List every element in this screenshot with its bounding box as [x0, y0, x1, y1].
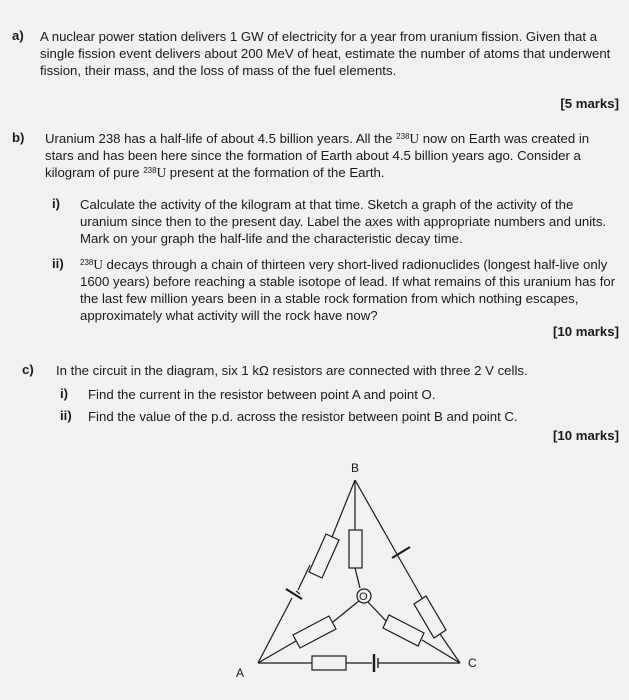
- resistor-ab: [309, 534, 339, 578]
- part-c-text: In the circuit in the diagram, six 1 kΩ resistors are connected with three 2 V cells.: [56, 363, 528, 378]
- part-b-q2-label: ii): [52, 256, 64, 271]
- isotope-number-3: 238: [80, 258, 94, 267]
- resistor-ac: [312, 656, 346, 670]
- part-a-label: a): [12, 28, 24, 43]
- cell-bc-long-plate: [392, 547, 410, 558]
- wire-co-1: [422, 640, 460, 663]
- element-symbol-2: U: [156, 165, 167, 180]
- part-b-marks: [10 marks]: [553, 324, 619, 339]
- cell-ab-short-plate: [296, 591, 300, 594]
- part-a-text: A nuclear power station delivers 1 GW of electricity for a year from uranium fission. Given that a single fission event delivers about 200 MeV of heat, estimate the number of atoms that underwent fission, their mass, and the loss of mass of the fuel elements.: [40, 29, 611, 78]
- resistor-co: [383, 615, 424, 646]
- isotope-number-2: 238: [143, 166, 157, 175]
- label-b: B: [351, 461, 360, 475]
- label-c: C: [468, 656, 477, 670]
- part-a-marks: [5 marks]: [560, 96, 619, 111]
- part-b-intro-1: Uranium 238 has a half-life of about 4.5 billion years. All the: [45, 131, 393, 146]
- wire-bc-2: [398, 556, 422, 598]
- resistor-bo: [349, 530, 362, 568]
- part-c-q1-label: i): [60, 386, 69, 401]
- wire-ab-3: [332, 480, 355, 537]
- wire-ab-2: [298, 565, 310, 590]
- part-b-q1-label: i): [52, 196, 61, 211]
- part-c-q2-text: Find the value of the p.d. across the resistor between point B and point C.: [88, 409, 518, 424]
- part-b-intro-3: present at the formation of the Earth.: [166, 165, 385, 180]
- part-c-q2-label: ii): [60, 408, 72, 423]
- part-b-q2-text: decays through a chain of thirteen very short-lived radionuclides (longest half-live only 1600 years) before reaching a stable isotope of lead. If what remains of this uranium has for the last few million years been in a stable rock formation from which nothing escapes, approximately what activity will the rock have now?: [80, 257, 616, 323]
- element-symbol: U: [409, 131, 420, 146]
- label-o: O: [359, 591, 368, 603]
- resistor-ao: [293, 616, 336, 648]
- element-symbol-3: U: [93, 257, 103, 272]
- label-a: A: [236, 666, 245, 680]
- part-c-q1-text: Find the current in the resistor between point A and point O.: [88, 387, 436, 402]
- wire-bc-3: [440, 634, 460, 663]
- isotope-number: 238: [396, 132, 410, 141]
- part-b-q1-text: Calculate the activity of the kilogram at that time. Sketch a graph of the activity of the uranium since then to the present day. Label the axes with appropriate numbers and units. Mark on your graph the half-life and the characteristic decay time.: [80, 197, 607, 246]
- part-c-label: c): [22, 362, 34, 377]
- part-b-intro-2: now on Earth was created in stars and has been here since the formation of Earth about 4.5 billion years ago. Consider a kilogram of pure: [45, 131, 590, 180]
- wire-ao-2: [333, 600, 360, 622]
- part-b-label: b): [12, 130, 25, 145]
- wire-bo-2: [355, 568, 360, 588]
- part-c-marks: [10 marks]: [553, 428, 619, 443]
- wire-co-2: [366, 600, 386, 621]
